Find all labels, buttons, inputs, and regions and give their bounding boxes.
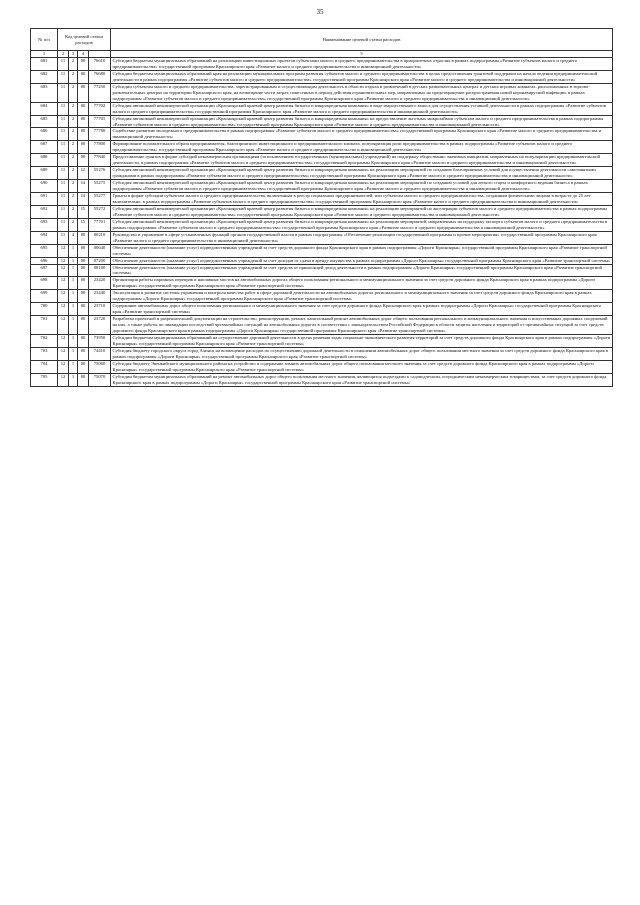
- row-description: Субсидии бюджетам муниципальных образований на осуществление дорожной деятельности в целях решения задач социально-экономического развития территорий за счет средств дорожного фонда Красноярского края в рамках подпрограммы «Дороги Красноярья» государственной программы Красноярского края «Развитие транспортной системы»: [111, 334, 613, 347]
- table-row: [31, 167, 613, 180]
- row-description: Гранты в форме субсидии субъектам малого и среднего предпринимательства, включенным в реестр социальных предпринимателей, или субъектам малого и среднего предпринимательства, созданным физическими лицами в возрасте до 25 лет включительно, в рамках подпрограммы «Развитие субъектов малого и среднего предпринимательства» государственной программы Красноярского края «Развитие малого и среднего предпринимательства и инновационной деятельности»: [111, 193, 613, 206]
- column-index-row: [31, 51, 613, 58]
- row-code-subprogram: 2: [69, 58, 78, 71]
- row-code-group: 00: [78, 347, 89, 360]
- col-index-4: 4: [78, 51, 89, 58]
- table-row: [31, 334, 613, 347]
- row-number: 684: [31, 102, 58, 115]
- row-code-direction: 55277: [89, 193, 111, 206]
- row-code-group: 00: [78, 316, 89, 335]
- row-code-direction: 75070: [89, 373, 111, 386]
- row-code-direction: 77701: [89, 218, 111, 231]
- row-code-subprogram: 2: [69, 115, 78, 128]
- row-code-program: 12: [58, 316, 69, 335]
- row-code-group: I2: [78, 167, 89, 180]
- row-code-group: I5: [78, 205, 89, 218]
- row-code-group: 00: [78, 290, 89, 303]
- row-code-direction: 23440: [89, 290, 111, 303]
- row-code-direction: 77800: [89, 141, 111, 154]
- table-row: [31, 316, 613, 335]
- row-description: Субсидии бюджетам муниципальных образований на реализацию инвестиционных проектов субъектами малого и среднего предпринимательства в приоритетных отраслях в рамках подпрограммы «Развитие субъектов малого и среднего предпринимательства» государственной программы Красноярского края «Развитие малого и среднего предпринимательства и инновационной деятельности»: [111, 58, 613, 71]
- row-code-subprogram: 1: [69, 334, 78, 347]
- table-row: [31, 303, 613, 316]
- row-code-direction: 76610: [89, 58, 111, 71]
- row-code-subprogram: 1: [69, 264, 78, 277]
- row-code-direction: 77702: [89, 102, 111, 115]
- row-code-program: 11: [58, 154, 69, 167]
- budget-items-table: [30, 28, 613, 387]
- page-number: 35: [316, 8, 324, 16]
- row-code-program: 11: [58, 115, 69, 128]
- row-description: Субсидия бюджету Эвенкийского муниципального района на устройство и содержание зимних автомобильных дорог общего пользования местного значения за счет средств дорожного фонда Красноярского края в рамках подпрограммы «Дороги Красноярья» государственной программы Красноярского края «Развитие транспортной системы»: [111, 360, 613, 373]
- row-code-subprogram: 2: [69, 141, 78, 154]
- row-code-direction: 77250: [89, 83, 111, 102]
- row-code-program: 12: [58, 277, 69, 290]
- row-code-program: 11: [58, 180, 69, 193]
- col-header-name: Наименование целевой статьи расходов: [111, 29, 613, 51]
- row-number: 693: [31, 218, 58, 231]
- row-code-program: 12: [58, 257, 69, 264]
- row-description: Субсидия автономной некоммерческой организации «Красноярский краевой центр развития бизнеса и микрокредитная компания» на реализацию мероприятий по акселерации субъектов малого и среднего предпринимательства в рамках подпрограммы «Развитие субъектов малого и среднего предпринимательства» государственной программы Красноярского края «Развитие малого и среднего предпринимательства и инновационной деятельности»: [111, 205, 613, 218]
- row-code-program: 11: [58, 102, 69, 115]
- row-number: 694: [31, 231, 58, 244]
- table-row: [31, 218, 613, 231]
- row-number: 699: [31, 290, 58, 303]
- table-row: [31, 193, 613, 206]
- row-description: Субсидия автономной некоммерческой организации «Красноярский краевой центр развития бизнеса и микрокредитная компания» на реализацию мероприятий, направленных на поддержку экспорта субъектов малого и среднего предпринимательства в рамках подпрограммы «Развитие субъектов малого и среднего предпринимательства» государственной программы Красноярского края «Развитие малого и среднего предпринимательства и инновационной деятельности»: [111, 218, 613, 231]
- row-description: Субсидия автономной некоммерческой организации «Красноярский краевой центр развития бизнеса и микрокредитная компания» на реализацию мероприятий по созданию благоприятных условий для осуществления деятельности самозанятыми гражданами в рамках подпрограммы «Развитие субъектов малого и среднего предпринимательства» государственной программы Красноярского края «Развитие малого и среднего предпринимательства и инновационной деятельности»: [111, 167, 613, 180]
- row-code-direction: 08100: [89, 264, 111, 277]
- row-code-group: 00: [78, 303, 89, 316]
- row-code-subprogram: 1: [69, 244, 78, 257]
- row-code-group: 00: [78, 334, 89, 347]
- row-code-group: 00: [78, 154, 89, 167]
- row-code-subprogram: 1: [69, 347, 78, 360]
- row-number: 696: [31, 257, 58, 264]
- row-number: 701: [31, 316, 58, 335]
- row-number: 688: [31, 154, 58, 167]
- row-description: Субсидия автономной некоммерческой организации «Красноярский краевой центр развития бизнеса и микрокредитная компания» на предоставление льготных микрозаймов субъектам малого и среднего предпринимательства в рамках подпрограммы «Развитие субъектов малого и среднего предпринимательства» государственной программы Красноярского края «Развитие малого и среднего предпринимательства и инновационной деятельности»: [111, 115, 613, 128]
- row-description: Содействие развитию молодежного предпринимательства в рамках подпрограммы «Развитие субъектов малого и среднего предпринимательства» государственной программы Красноярского края «Развитие малого и среднего предпринимательства и инновационной деятельности»: [111, 128, 613, 141]
- row-code-group: 00: [78, 128, 89, 141]
- row-code-group: 00: [78, 70, 89, 83]
- table-row: [31, 347, 613, 360]
- row-code-program: 11: [58, 141, 69, 154]
- row-description: Субсидии субъектам малого и среднего предпринимательства, зарегистрированным и осуществляющим деятельность в области отдыха и развлечений в детских развлекательных центрах и детских игровых комнатах, расположенных в торгово-развлекательных центрах на территории Красноярского края, на возмещение части затрат, понесенных в период действия ограничительных мер, направленных на предотвращение распространения новой коронавирусной инфекции, в рамках подпрограммы «Развитие субъектов малого и среднего предпринимательства» государственной программы Красноярского края «Развитие малого и среднего предпринимательства и инновационной деятельности»: [111, 83, 613, 102]
- row-code-subprogram: 2: [69, 167, 78, 180]
- table-row: [31, 231, 613, 244]
- row-code-subprogram: 2: [69, 205, 78, 218]
- row-code-group: 00: [78, 115, 89, 128]
- row-number: 687: [31, 141, 58, 154]
- row-code-subprogram: 2: [69, 180, 78, 193]
- row-code-group: 00: [78, 231, 89, 244]
- row-code-program: 12: [58, 360, 69, 373]
- row-code-subprogram: 2: [69, 218, 78, 231]
- row-number: 689: [31, 167, 58, 180]
- row-description: Субсидия автономной некоммерческой организации «Красноярский краевой центр развития бизнеса и микрокредитная компания» на реализацию мероприятий по созданию условий для легкого старта и комфортного ведения бизнеса в рамках подпрограммы «Развитие субъектов малого и среднего предпринимательства» государственной программы Красноярского края «Развитие малого и среднего предпринимательства и инновационной деятельности»: [111, 180, 613, 193]
- row-code-subprogram: 1: [69, 316, 78, 335]
- row-code-direction: 23420: [89, 277, 111, 290]
- row-code-group: I4: [78, 193, 89, 206]
- col-index-3: 3: [69, 51, 78, 58]
- table-row: [31, 58, 613, 71]
- row-number: 686: [31, 128, 58, 141]
- row-number: 702: [31, 334, 58, 347]
- row-code-subprogram: 1: [69, 277, 78, 290]
- row-code-program: 12: [58, 244, 69, 257]
- row-code-program: 11: [58, 205, 69, 218]
- row-code-program: 11: [58, 83, 69, 102]
- row-description: Субсидии бюджетам муниципальных образований на ремонт автомобильных дорог общего пользования местного значения, являющихся подъездами к садоводческим, огородническим некоммерческим товариществам, за счет средств дорожного фонда Красноярского края в рамках подпрограммы «Дороги Красноярья» государственной программы Красноярского края «Развитие транспортной системы»: [111, 373, 613, 386]
- row-code-direction: 77780: [89, 128, 111, 141]
- row-code-subprogram: 2: [69, 193, 78, 206]
- col-header-number: № п/п: [31, 29, 58, 51]
- row-code-program: 11: [58, 58, 69, 71]
- table-row: [31, 141, 613, 154]
- row-code-group: 00: [78, 373, 89, 386]
- table-row: [31, 205, 613, 218]
- row-code-program: 12: [58, 290, 69, 303]
- row-code-direction: 74410: [89, 347, 111, 360]
- row-code-subprogram: 2: [69, 154, 78, 167]
- row-description: Формирование положительного образа предпринимателя, благоприятного инвестиционного и предпринимательского климата, популяризация роли предпринимательства в рамках подпрограммы «Развитие субъектов малого и среднего предпринимательства» государственной программы Красноярского края «Развитие малого и среднего предпринимательства и инновационной деятельности»: [111, 141, 613, 154]
- row-description: Субсидия бюджету городского округа город Ачинск на возмещение расходов по осуществлению дорожной деятельности в отношении автомобильных дорог общего пользования местного значения за счет средств дорожного фонда Красноярского края в рамках подпрограммы «Дороги Красноярья» государственной программы Красноярского края «Развитие транспортной системы»: [111, 347, 613, 360]
- row-description: Субсидии бюджетам муниципальных образований края на реализацию муниципальных программ развития субъектов малого и среднего предпринимательства в целях предоставления грантовой поддержки на начало ведения предпринимательской деятельности в рамках подпрограммы «Развитие субъектов малого и среднего предпринимательства» государственной программы Красноярского края «Развитие малого и среднего предпринимательства и инновационной деятельности»: [111, 70, 613, 83]
- row-code-subprogram: 2: [69, 83, 78, 102]
- row-code-group: 00: [78, 257, 89, 264]
- row-number: 685: [31, 115, 58, 128]
- row-number: 704: [31, 360, 58, 373]
- row-code-group: 00: [78, 58, 89, 71]
- row-code-group: I5: [78, 218, 89, 231]
- table-row: [31, 257, 613, 264]
- row-code-program: 12: [58, 373, 69, 386]
- row-description: Содержание автомобильных дорог общего пользования регионального и межмуниципального значения за счет средств дорожного фонда Красноярского края в рамках подпрограммы «Дороги Красноярья» государственной программы Красноярского края «Развитие транспортной системы»: [111, 303, 613, 316]
- row-code-program: 11: [58, 193, 69, 206]
- row-number: 682: [31, 70, 58, 83]
- row-description: Руководство и управление в сфере установленных функций органов государственной власти в рамках подпрограммы «Обеспечение реализации государственной программы и прочие мероприятия» государственной программы Красноярского края «Развитие малого и среднего предпринимательства и инновационной деятельности»: [111, 231, 613, 244]
- row-number: 681: [31, 58, 58, 71]
- row-code-subprogram: 4: [69, 231, 78, 244]
- row-number: 703: [31, 347, 58, 360]
- table-body: [31, 58, 613, 387]
- row-code-group: 00: [78, 102, 89, 115]
- row-code-subprogram: 1: [69, 290, 78, 303]
- table-row: [31, 102, 613, 115]
- row-code-program: 11: [58, 128, 69, 141]
- row-code-program: 12: [58, 347, 69, 360]
- table-row: [31, 115, 613, 128]
- col-index-5: 5: [111, 51, 613, 58]
- table-row: [31, 277, 613, 290]
- row-code-group: 00: [78, 264, 89, 277]
- row-code-direction: 77840: [89, 154, 111, 167]
- row-code-direction: 76680: [89, 70, 111, 83]
- table-row: [31, 244, 613, 257]
- col-index-2: 2: [58, 51, 69, 58]
- row-code-subprogram: 1: [69, 257, 78, 264]
- row-code-subprogram: 1: [69, 373, 78, 386]
- row-code-subprogram: 2: [69, 70, 78, 83]
- row-number: 705: [31, 373, 58, 386]
- row-code-direction: 77705: [89, 115, 111, 128]
- row-code-program: 11: [58, 231, 69, 244]
- row-code-group: 00: [78, 244, 89, 257]
- row-code-direction: 00210: [89, 231, 111, 244]
- table-row: [31, 128, 613, 141]
- table-row: [31, 290, 613, 303]
- row-number: 697: [31, 264, 58, 277]
- table-row: [31, 70, 613, 83]
- row-code-direction: 55272: [89, 205, 111, 218]
- row-code-subprogram: 2: [69, 128, 78, 141]
- row-code-program: 11: [58, 70, 69, 83]
- row-code-direction: 00640: [89, 244, 111, 257]
- row-code-subprogram: 1: [69, 303, 78, 316]
- row-description: Обеспечение деятельности (оказание услуг) подведомственных учреждений за счет доходов от сдачи в аренду имущества в рамках подпрограммы «Дороги Красноярья» государственной программы Красноярского края «Развитие транспортной системы»: [111, 257, 613, 264]
- row-code-subprogram: 2: [69, 102, 78, 115]
- col-index-blank: [89, 51, 111, 58]
- row-code-direction: 07200: [89, 257, 111, 264]
- row-code-direction: 23720: [89, 316, 111, 335]
- row-code-group: 00: [78, 277, 89, 290]
- row-number: 690: [31, 180, 58, 193]
- row-description: Эксплуатация и развитие системы управления и контроля качества работ в сфере дорожной деятельности на автомобильных дорогах регионального и межмуниципального значения за счет средств дорожного фонда Красноярского края в рамках подпрограммы «Дороги Красноярья» государственной программы Красноярского края «Развитие транспортной системы»: [111, 290, 613, 303]
- row-description: Субсидия автономной некоммерческой организации «Красноярский краевой центр развития бизнеса и микрокредитная компания» в виде имущественного взноса для осуществления уставной деятельности в рамках подпрограммы «Развитие субъектов малого и среднего предпринимательства» государственной программы Красноярского края «Развитие малого и среднего предпринимательства и инновационной деятельности»: [111, 102, 613, 115]
- row-number: 698: [31, 277, 58, 290]
- row-description: Обеспечение деятельности (оказание услуг) подведомственных учреждений за счет средств дорожного фонда Красноярского края в рамках подпрограммы «Дороги Красноярья» государственной программы Красноярского края «Развитие транспортной системы»: [111, 244, 613, 257]
- row-code-direction: 55276: [89, 167, 111, 180]
- row-code-program: 12: [58, 264, 69, 277]
- col-header-code: Код целевой статьи расходов: [58, 29, 111, 51]
- row-code-group: 00: [78, 141, 89, 154]
- row-number: 700: [31, 303, 58, 316]
- row-code-direction: 23710: [89, 303, 111, 316]
- row-code-direction: 75060: [89, 360, 111, 373]
- table-row: [31, 154, 613, 167]
- row-code-program: 11: [58, 167, 69, 180]
- row-code-subprogram: 1: [69, 360, 78, 373]
- row-number: 695: [31, 244, 58, 257]
- row-description: Обеспечение деятельности (оказание услуг) подведомственных учреждений за счет средств от приносящей доход деятельности в рамках подпрограммы «Дороги Красноярья» государственной программы Красноярского края «Развитие транспортной системы»: [111, 264, 613, 277]
- row-description: Организация работы паромных переправ и наплавных мостов на автомобильных дорогах общего пользования регионального и межмуниципального значения за счет средств дорожного фонда Красноярского края в рамках подпрограммы «Дороги Красноярья» государственной программы Красноярского края «Развитие транспортной системы»: [111, 277, 613, 290]
- table-row: [31, 264, 613, 277]
- row-number: 683: [31, 83, 58, 102]
- row-code-program: 11: [58, 218, 69, 231]
- table-row: [31, 83, 613, 102]
- row-code-program: 12: [58, 303, 69, 316]
- row-code-group: I4: [78, 180, 89, 193]
- row-code-group: 00: [78, 360, 89, 373]
- row-number: 692: [31, 205, 58, 218]
- row-code-group: 00: [78, 83, 89, 102]
- col-index-1: 1: [31, 51, 58, 58]
- table-row: [31, 373, 613, 386]
- row-number: 691: [31, 193, 58, 206]
- row-description: Предоставление грантов в форме субсидий некоммерческим организациям (за исключением государственных (муниципальных) учреждений) на поддержку общественно значимых инициатив, направленных на популяризацию предпринимательской деятельности, в рамках подпрограммы «Развитие субъектов малого и среднего предпринимательства» государственной программы Красноярского края «Развитие малого и среднего предпринимательства и инновационной деятельности»: [111, 154, 613, 167]
- table-row: [31, 360, 613, 373]
- table-row: [31, 180, 613, 193]
- row-code-program: 12: [58, 334, 69, 347]
- row-code-direction: 55275: [89, 180, 111, 193]
- row-code-direction: 73950: [89, 334, 111, 347]
- row-description: Разработка проектной и разрешительной документации на строительство, реконструкцию, ремонт, капитальный ремонт автомобильных дорог общего пользования регионального и межмуниципального значения и искусственных дорожных сооружений на них, а также работы по ликвидации последствий чрезвычайных ситуаций на автомобильных дорогах в соответствии с законодательством Российской Федерации в области защиты населения и территорий от чрезвычайных ситуаций за счет средств дорожного фонда Красноярского края в рамках подпрограммы «Дороги Красноярья» государственной программы Красноярского края «Развитие транспортной системы»: [111, 316, 613, 335]
